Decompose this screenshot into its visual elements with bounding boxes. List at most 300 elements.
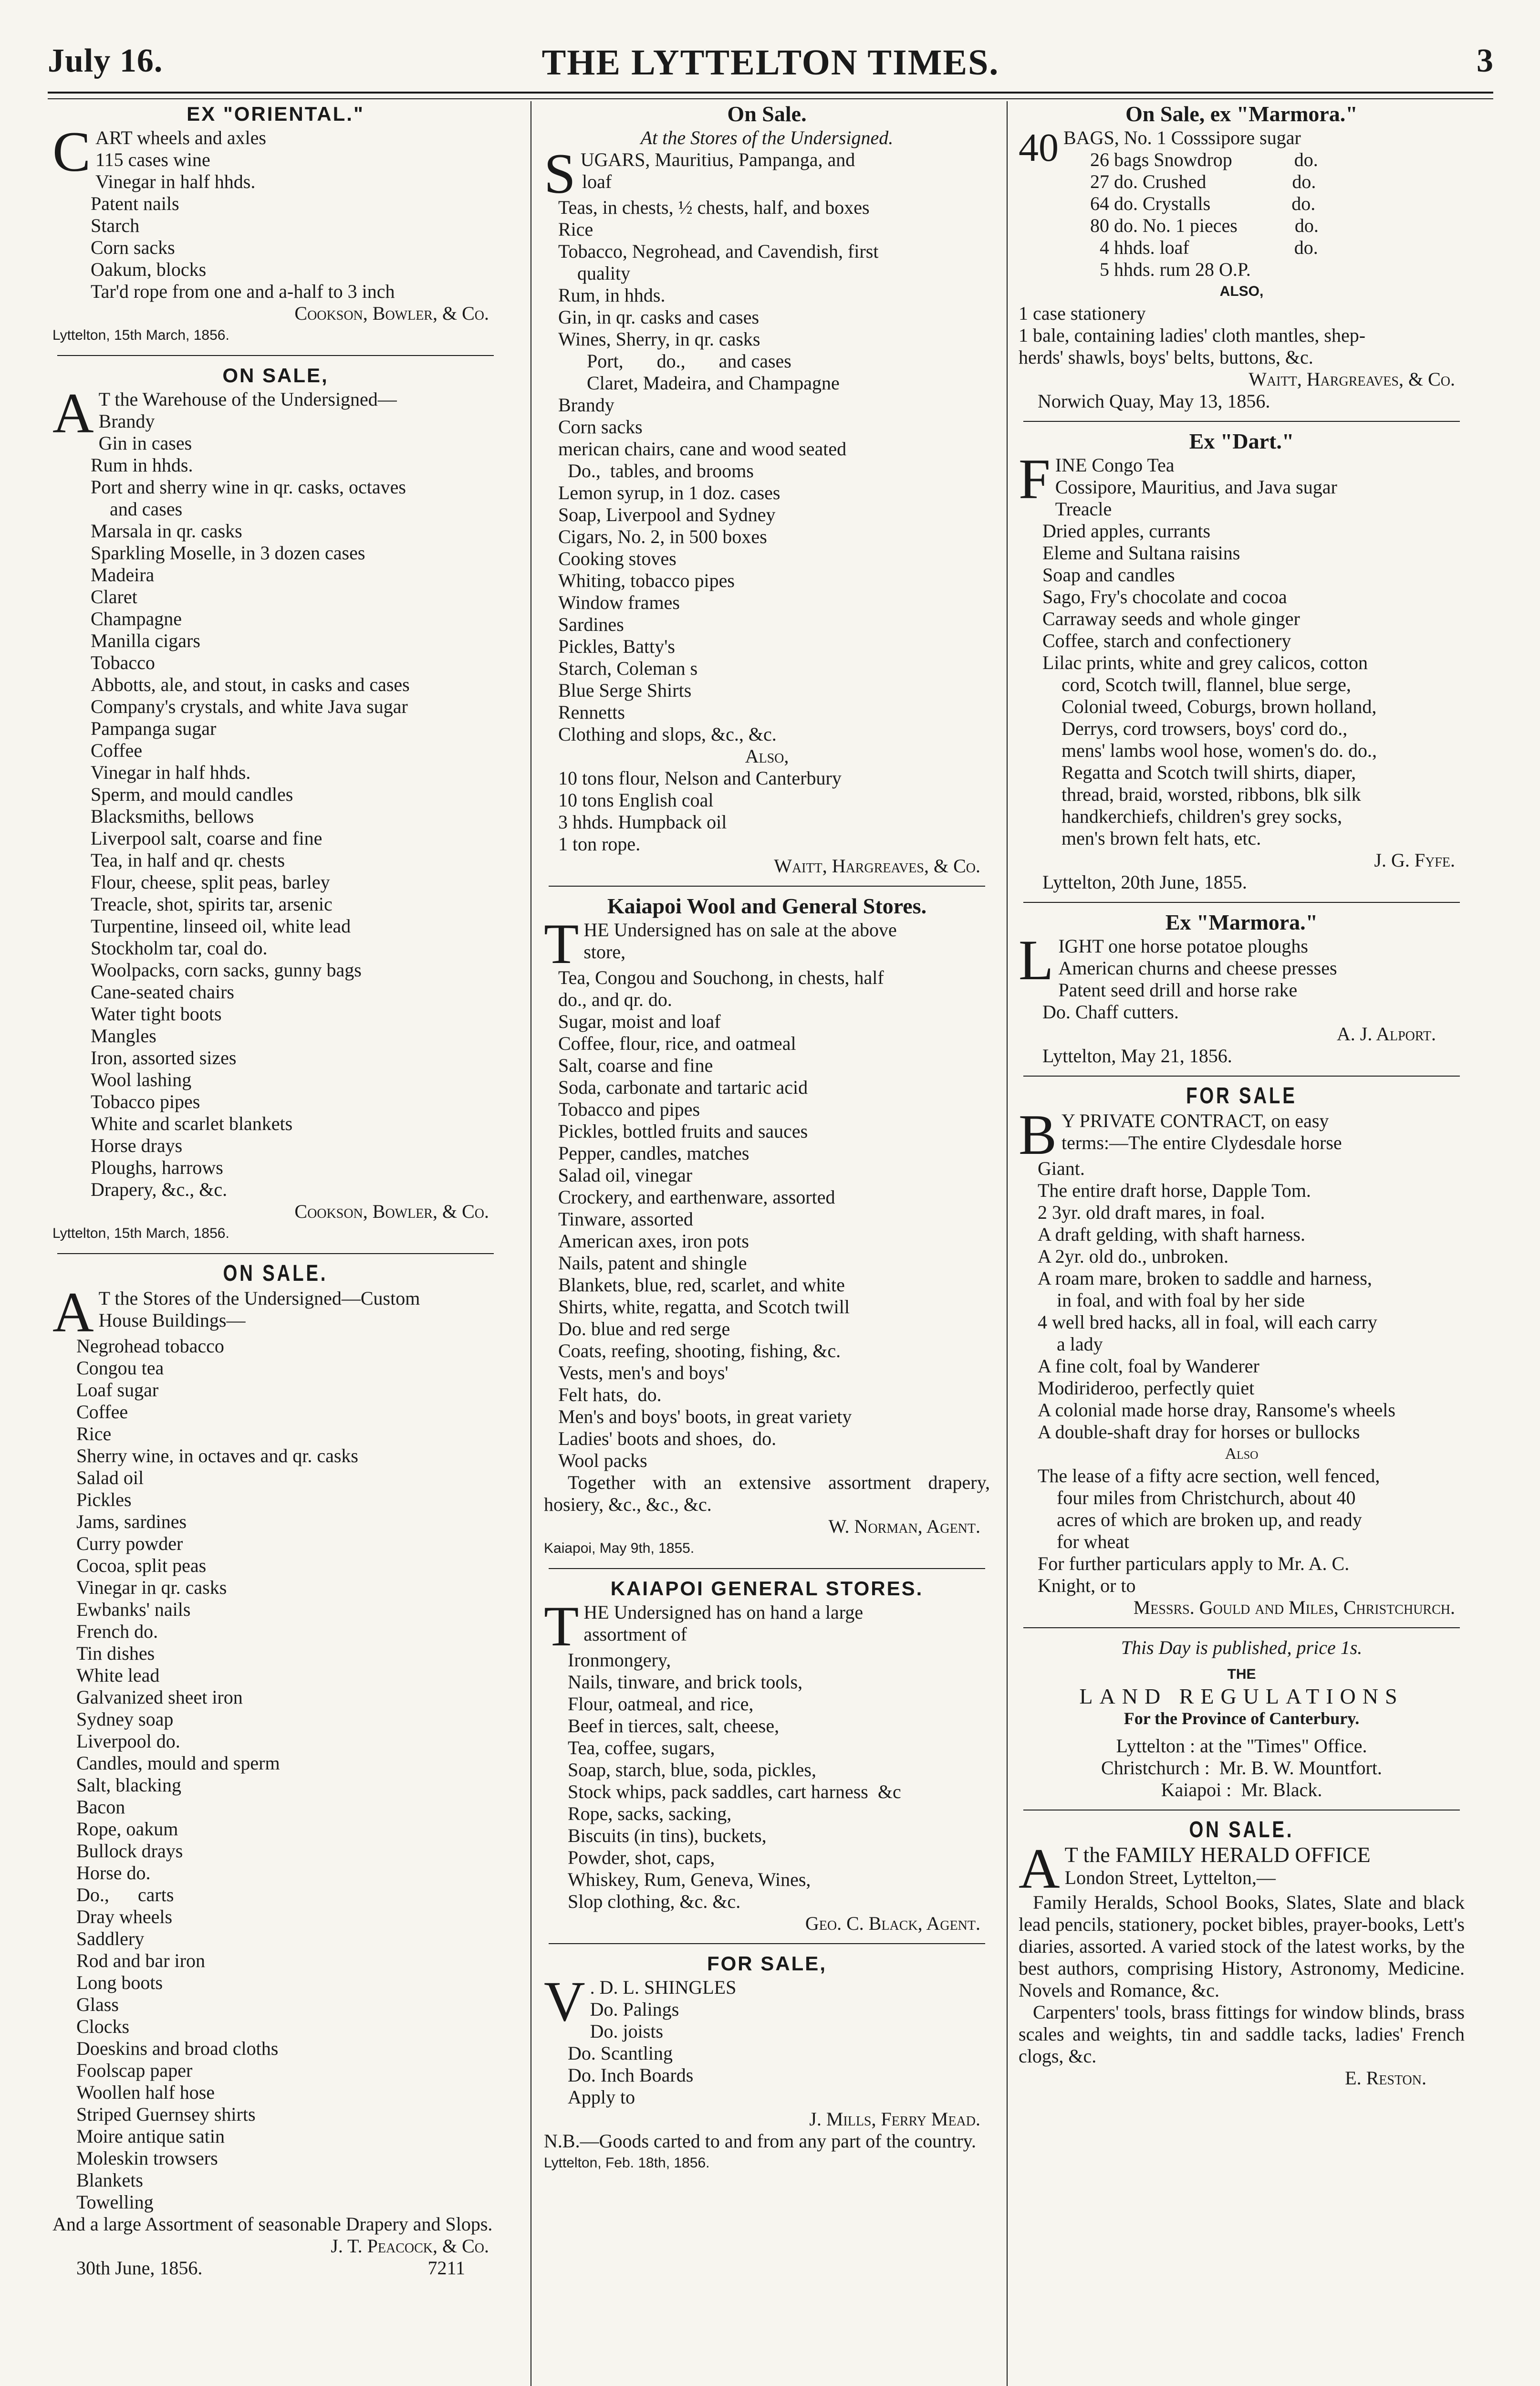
list-item: Vinegar in half hhds. [95,171,256,192]
list-item: Pampanga sugar [91,718,217,739]
separator [549,1943,985,1944]
advert-heading: EX "ORIENTAL." [187,103,364,125]
list-item: Gin, in qr. casks and cases [558,306,760,328]
list-item: Dried apples, currants [1042,520,1211,542]
list-item: Champagne [91,608,182,629]
list-item: Colonial tweed, Coburgs, brown holland, [1042,696,1377,717]
list-item: 26 bags Snowdrop do. [1090,149,1318,170]
list-item: Rice [76,1423,112,1444]
list-item: Treacle, shot, spirits tar, arsenic [91,893,333,915]
list-item: Loaf sugar [76,1379,159,1401]
page-number: 3 [1477,42,1493,79]
advert-signature: J. G. Fyfe. [1374,849,1455,871]
separator [1023,1076,1460,1077]
list-item: A draft gelding, with shaft harness. [1038,1224,1305,1245]
list-item: 3 hhds. Humpback oil [558,811,727,833]
advert-heading: ON SALE, [222,364,329,387]
advert-ex-oriental [52,103,499,346]
item-list [544,967,990,1472]
publication-notice: This Day is published, price 1s. [1121,1637,1363,1658]
list-item: Apply to [568,2086,635,2108]
advert-heading: On Sale, ex "Marmora." [1125,102,1358,126]
item-list [544,767,990,855]
list-item: Blankets [76,2169,143,2191]
advert-on-sale-stores [544,103,990,877]
list-item: A colonial made horse dray, Ransome's wheels [1038,1399,1395,1421]
list-item: Powder, shot, caps, [568,1847,715,1868]
advert-date: Norwich Quay, May 13, 1856. [1038,390,1270,412]
list-item: Tin dishes [76,1643,155,1664]
list-item: Do. joists [590,2020,664,2042]
list-item: 1 ton rope. [558,833,641,855]
list-item: Rope, oakum [76,1818,178,1840]
list-item: Regatta and Scotch twill shirts, diaper, [1042,762,1356,783]
agents-list [1019,1735,1465,1801]
list-item: Soda, carbonate and tartaric acid [558,1077,808,1098]
item-list [544,197,990,745]
list-item: A fine colt, foal by Wanderer [1038,1355,1259,1377]
list-item: Treacle [1055,498,1112,520]
list-item: Water tight boots [91,1003,222,1025]
list-item: Kaiapoi : Mr. Black. [1161,1779,1322,1800]
advert-signature: J. T. Peacock, & Co. [331,2235,489,2257]
list-item: Sydney soap [76,1708,174,1730]
also-label: Also, [745,745,789,767]
list-item: handkerchiefs, children's grey socks, [1042,806,1342,827]
list-item: 64 do. Crystalls do. [1090,193,1316,214]
list-item: men's brown felt hats, etc. [1042,827,1261,849]
list-item: Dray wheels [76,1906,173,1927]
advert-second-line: terms:—The entire Clydesdale horse [1061,1132,1342,1153]
issue-date: July 16. [48,42,163,79]
advert-signature: A. J. Alport. [1336,1023,1436,1045]
drop-cap: A [52,381,94,445]
list-item: Claret, Madeira, and Champagne [558,372,840,394]
list-item: Clothing and slops, &c., &c. [558,723,777,745]
list-item: Coffee, flour, rice, and oatmeal [558,1033,796,1054]
list-item: Rennetts [558,701,625,723]
separator [1023,1627,1460,1628]
item-list [52,120,499,303]
list-item: Moire antique satin [76,2125,225,2147]
advert-signature: E. Reston. [1345,2067,1426,2089]
separator [1023,421,1460,422]
advert-second-line: store, [583,941,626,963]
list-item: Horse do. [76,1862,151,1884]
advert-for-sale-shingles [544,1953,990,2174]
list-item: 10 tons flour, Nelson and Canterbury [558,767,842,789]
advert-for-sale-horses [1019,1085,1465,1619]
list-item: Bacon [76,1796,125,1818]
list-item: Do. Palings [590,1999,679,2020]
drop-cap: A [1019,1837,1060,1900]
list-item: Gin in cases [98,432,192,454]
list-item: Ladies' boots and shoes, do. [558,1428,777,1449]
item-list [1019,957,1465,1023]
list-item: 10 tons English coal [558,789,714,811]
list-item: Horse drays [91,1135,183,1156]
advert-second-line: assortment of [583,1623,687,1645]
list-item: Lemon syrup, in 1 doz. cases [558,482,780,503]
separator [57,355,494,356]
list-item: 2 3yr. old draft mares, in foal. [1038,1202,1265,1223]
list-item: Felt hats, do. [558,1384,662,1405]
advert-date: Lyttelton, 15th March, 1856. [52,327,229,343]
list-item: Slop clothing, &c. &c. [568,1891,741,1912]
drop-cap: S [544,142,576,205]
list-item: Long boots [76,1972,163,1993]
list-item: A roam mare, broken to saddle and harness, [1038,1267,1372,1289]
list-item: ART wheels and axles [95,127,266,148]
drop-cap: V [544,1969,585,2033]
list-item: Rum, in hhds. [558,284,666,306]
list-item: Curry powder [76,1533,183,1554]
advert-second-line: London Street, Lyttelton,— [1064,1867,1276,1888]
list-item: Lyttelton : at the "Times" Office. [1116,1735,1367,1757]
drop-cap: B [1019,1103,1057,1166]
list-item: Company's crystals, and white Java sugar [91,696,408,717]
list-item: Shirts, white, regatta, and Scotch twill [558,1296,850,1318]
list-item: Whiskey, Rum, Geneva, Wines, [568,1869,811,1890]
list-item: Flour, cheese, split peas, barley [91,871,330,893]
list-item: Sperm, and mould candles [91,784,293,805]
list-item: Pickles [76,1489,132,1510]
drop-cap: F [1019,447,1051,511]
list-item: Soap, Liverpool and Sydney [558,504,776,525]
list-item: 4 hhds. loaf do. [1090,237,1318,258]
list-item: Towelling [76,2191,154,2213]
list-item: Salad oil, vinegar [558,1164,693,1186]
list-item: Brandy [98,410,155,432]
list-item: White and scarlet blankets [91,1113,293,1134]
list-item: 1 bale, containing ladies' cloth mantles, shep- [1019,324,1366,346]
advert-heading: FOR SALE [1186,1083,1297,1109]
the-label: THE [1227,1666,1256,1682]
list-item: Do. Scantling [568,2042,673,2064]
list-item: Wines, Sherry, in qr. casks [558,328,760,350]
advert-signature: Geo. C. Black, Agent. [805,1913,980,1934]
item-list [1019,303,1465,368]
list-item: Knight, or to [1038,1575,1136,1596]
list-item: Bullock drays [76,1840,183,1862]
advert-first-line: HE Undersigned has on sale at the above [583,919,897,941]
advert-family-herald [1019,1819,1465,2089]
list-item: Port, do., and cases [558,350,791,372]
list-item: Stock whips, pack saddles, cart harness &c [568,1781,901,1802]
list-item: Corn sacks [91,237,175,258]
separator [549,886,985,887]
list-item: Port and sherry wine in qr. casks, octaves [91,476,406,498]
drop-cap: C [52,120,91,183]
list-item: acres of which are broken up, and ready [1038,1509,1362,1530]
list-item: and cases [91,498,183,520]
list-item: Rice [558,219,593,240]
list-item: Salt, blacking [76,1774,181,1796]
list-item: mens' lambs wool hose, women's do. do., [1042,740,1377,761]
also-label: ALSO, [1219,283,1264,299]
list-item: Liverpool do. [76,1730,180,1752]
item-list [1019,1465,1465,1597]
list-item: Woolpacks, corn sacks, gunny bags [91,959,362,981]
list-item: Tinware, assorted [558,1208,693,1230]
advert-first-line: HE Undersigned has on hand a large [583,1601,864,1623]
masthead [48,42,1493,85]
list-item: Pickles, Batty's [558,636,675,657]
advert-date: Lyttelton, 15th March, 1856. [52,1225,229,1241]
list-item: Galvanized sheet iron [76,1686,243,1708]
item-list [1019,476,1465,849]
list-item: Rope, sacks, sacking, [568,1803,732,1824]
list-item: American axes, iron pots [558,1230,749,1252]
list-item: Doeskins and broad cloths [76,2038,279,2059]
list-item: Blue Serge Shirts [558,680,692,701]
advert-paragraph: Carpenters' tools, brass fittings for window blinds, brass scales and weights, tin and saddle tacks, ladies' French clogs, &c. [1019,2001,1465,2067]
list-item: The lease of a fifty acre section, well fenced, [1038,1465,1380,1486]
publication-title: LAND REGULATIONS [1079,1684,1404,1708]
list-item: Corn sacks [558,416,643,438]
advert-second-line: House Buildings— [98,1309,246,1331]
list-item: Christchurch : Mr. B. W. Mountfort. [1101,1757,1382,1779]
list-item: Ploughs, harrows [91,1157,223,1178]
list-item: Congou tea [76,1357,164,1379]
list-item: Glass [76,1994,119,2015]
advert-second-line: loaf [582,171,612,192]
list-item: Tobacco and pipes [558,1099,700,1120]
list-item: Coffee, starch and confectionery [1042,630,1291,651]
list-item: Stockholm tar, coal do. [91,937,268,959]
list-item: Candles, mould and sperm [76,1752,280,1774]
advert-heading: KAIAPOI GENERAL STORES. [610,1577,924,1600]
advert-signature: Waitt, Hargreaves, & Co. [774,855,980,877]
newspaper-title: THE LYTTELTON TIMES. [541,42,999,83]
list-item: thread, braid, worsted, ribbons, blk silk [1042,784,1361,805]
list-item: Cocoa, split peas [76,1555,207,1576]
advert-heading: ON SALE. [223,1261,328,1286]
list-item: Moleskin trowsers [76,2147,218,2169]
list-item: Salad oil [76,1467,144,1488]
list-item: Window frames [558,592,680,613]
list-item: Rod and bar iron [76,1950,205,1971]
also-label: Also [1225,1445,1259,1463]
list-item: Sugar, moist and loaf [558,1011,721,1032]
list-item: 80 do. No. 1 pieces do. [1090,215,1319,236]
advert-kaiapoi-general [544,1578,990,1935]
list-item: American churns and cheese presses [1058,957,1337,979]
advert-first-line: UGARS, Mauritius, Pampanga, and [580,149,855,170]
list-item: White lead [76,1664,160,1686]
list-item: Woollen half hose [76,2082,215,2103]
list-item: Cossipore, Mauritius, and Java sugar [1055,476,1337,498]
advert-on-sale-warehouse [52,365,499,1245]
list-item: Soap, starch, blue, soda, pickles, [568,1759,816,1780]
list-item: Cooking stoves [558,548,676,569]
list-item: Manilla cigars [91,630,200,651]
list-item: Starch [91,215,140,236]
list-item: Do. blue and red serge [558,1318,730,1340]
advert-first-line: IGHT one horse potatoe ploughs [1058,935,1308,957]
list-item: A 2yr. old do., unbroken. [1038,1245,1228,1267]
column-divider [1007,101,1008,2386]
list-item: French do. [76,1621,158,1642]
column-2 [544,101,990,2181]
advert-heading: ON SALE. [1189,1817,1294,1842]
advert-ex-marmora-ploughs [1019,911,1465,1067]
list-item: Wool lashing [91,1069,192,1090]
list-item: Mangles [91,1025,156,1046]
list-item: Marsala in qr. casks [91,520,242,542]
list-item: Vests, men's and boys' [558,1362,728,1383]
list-item: Soap and candles [1042,564,1175,586]
list-item: Men's and boys' boots, in great variety [558,1406,852,1427]
advert-first-line: T the Warehouse of the Undersigned— [98,388,397,410]
list-item: Whiting, tobacco pipes [558,570,735,591]
drop-cap: L [1019,928,1054,992]
advert-closing: Together with an extensive assortment drapery, hosiery, &c., &c., &c. [544,1472,990,1515]
list-item: quality [558,262,631,284]
advert-closing: And a large Assortment of seasonable Drapery and Slops. [52,2213,493,2235]
list-item: 27 do. Crushed do. [1090,171,1316,192]
advert-signature: Messrs. Gould and Miles, Christchurch. [1133,1597,1455,1618]
list-item: for wheat [1038,1531,1130,1552]
separator [57,1253,494,1254]
list-item: Wool packs [558,1450,647,1471]
list-item: Tea, in half and qr. chests [91,849,285,871]
list-item: Rum in hhds. [91,454,193,476]
list-item: Tar'd rope from one and a-half to 3 inch [91,281,395,302]
advert-heading: Kaiapoi Wool and General Stores. [607,894,927,918]
list-item: Sago, Fry's chocolate and cocoa [1042,586,1287,607]
list-item: Sardines [558,614,624,635]
advert-date: Lyttelton, 20th June, 1855. [1042,871,1247,893]
list-item: Tea, Congou and Souchong, in chests, half [558,967,884,988]
list-item: Eleme and Sultana raisins [1042,542,1240,564]
advert-first-line: INE Congo Tea [1055,454,1175,476]
list-item: Tea, coffee, sugars, [568,1737,715,1758]
advert-date: 30th June, 1856. [76,2257,203,2279]
list-item: 115 cases wine [95,149,210,170]
list-item: 1 case stationery [1019,303,1146,324]
list-item: Cigars, No. 2, in 500 boxes [558,526,767,547]
advert-ex-marmora-sugar [1019,103,1465,412]
advert-signature: W. Norman, Agent. [828,1516,980,1537]
list-item: Striped Guernsey shirts [76,2103,256,2125]
list-item: Lilac prints, white and grey calicos, cotton [1042,652,1368,673]
publication-subtitle: For the Province of Canterbury. [1124,1709,1360,1728]
list-item: four miles from Christchurch, about 40 [1038,1487,1356,1508]
advert-first-line: . D. L. SHINGLES [590,1977,737,1998]
list-item: Jams, sardines [76,1511,187,1532]
list-item: a lady [1038,1333,1103,1355]
masthead-rule [48,92,1493,99]
advert-heading: Ex "Marmora." [1165,910,1318,934]
drop-cap: T [544,912,579,975]
list-item: Vinegar in qr. casks [76,1577,227,1598]
list-item: Coffee [76,1401,128,1423]
advert-first-line: T the FAMILY HERALD OFFICE [1064,1842,1371,1867]
list-item: Oakum, blocks [91,259,207,280]
list-item: Tobacco, Negrohead, and Cavendish, first [558,241,879,262]
column-3 [1019,101,1465,2096]
list-item: Patent nails [91,193,179,214]
list-item: Sherry wine, in octaves and qr. casks [76,1445,358,1466]
column-1 [52,101,499,2286]
list-item: Sparkling Moselle, in 3 dozen cases [91,542,365,564]
list-item: Do., tables, and brooms [558,460,754,481]
advert-signature: Cookson, Bowler, & Co. [294,303,489,324]
list-item: Iron, assorted sizes [91,1047,237,1068]
advert-signature: J. Mills, Ferry Mead. [809,2108,980,2130]
advert-land-regulations [1019,1637,1465,1801]
advert-date: Lyttelton, Feb. 18th, 1856. [544,2155,710,2171]
advert-ex-dart [1019,430,1465,893]
item-list [52,1335,499,2213]
list-item: Ewbanks' nails [76,1599,191,1620]
list-item: herds' shawls, boys' belts, buttons, &c. [1019,346,1313,368]
list-item: Derrys, cord trowsers, boys' cord do., [1042,718,1348,739]
list-item: Beef in tierces, salt, cheese, [568,1715,780,1737]
list-item: Drapery, &c., &c. [91,1179,228,1200]
list-item: Brandy [558,394,614,416]
list-item: Saddlery [76,1928,145,1949]
separator [549,1568,985,1569]
drop-cap: A [52,1280,94,1344]
list-item: Crockery, and earthenware, assorted [558,1186,835,1208]
list-item: A double-shaft dray for horses or bullocks [1038,1421,1360,1443]
list-item: Blankets, blue, red, scarlet, and white [558,1274,845,1296]
list-item: Do. Inch Boards [568,2064,694,2086]
list-item: Patent seed drill and horse rake [1058,979,1298,1001]
advert-first-line: BAGS, No. 1 Cosssipore sugar [1063,127,1301,148]
list-item: Do. Chaff cutters. [1042,1001,1179,1023]
list-item: The entire draft horse, Dapple Tom. [1038,1180,1311,1201]
list-item: Madeira [91,564,155,586]
advert-heading: FOR SALE, [707,1952,827,1975]
advert-date: Kaiapoi, May 9th, 1855. [544,1540,695,1556]
list-item: Tobacco [91,652,155,673]
advert-number: 7211 [427,2257,465,2279]
list-item: Teas, in chests, ½ chests, half, and boxes [558,197,870,218]
item-list [1019,149,1465,281]
list-item: Coffee [91,740,143,761]
list-item: Foolscap paper [76,2060,193,2081]
advert-first-line: T the Stores of the Undersigned—Custom [98,1287,420,1309]
list-item: do., and qr. do. [558,989,672,1010]
advert-heading: Ex "Dart." [1189,429,1294,453]
advert-first-line: Y PRIVATE CONTRACT, on easy [1061,1110,1329,1131]
list-item: Liverpool salt, coarse and fine [91,827,323,849]
item-list [1019,1158,1465,1443]
item-list [544,1999,990,2108]
advert-note: N.B.—Goods carted to and from any part of the country. [544,2130,977,2152]
list-item: Ironmongery, [568,1649,671,1671]
list-item: Vinegar in half hhds. [91,762,251,783]
list-item: Flour, oatmeal, and rice, [568,1693,754,1715]
list-item: Do., carts [76,1884,174,1905]
list-item: Modirideroo, perfectly quiet [1038,1377,1255,1399]
list-item: Nails, patent and shingle [558,1252,747,1274]
advert-signature: Cookson, Bowler, & Co. [294,1201,489,1222]
advert-signature: Waitt, Hargreaves, & Co. [1249,368,1455,390]
list-item: Blacksmiths, bellows [91,806,254,827]
list-item: 4 well bred hacks, all in foal, will each carry [1038,1311,1377,1333]
list-item: For further particulars apply to Mr. A. C. [1038,1553,1350,1574]
drop-cap: 40 [1019,126,1059,170]
advert-subheading: At the Stores of the Undersigned. [640,127,894,148]
list-item: Claret [91,586,137,607]
list-item: in foal, and with foal by her side [1038,1289,1305,1311]
list-item: merican chairs, cane and wood seated [558,438,847,460]
advert-on-sale-custom-house [52,1263,499,2279]
